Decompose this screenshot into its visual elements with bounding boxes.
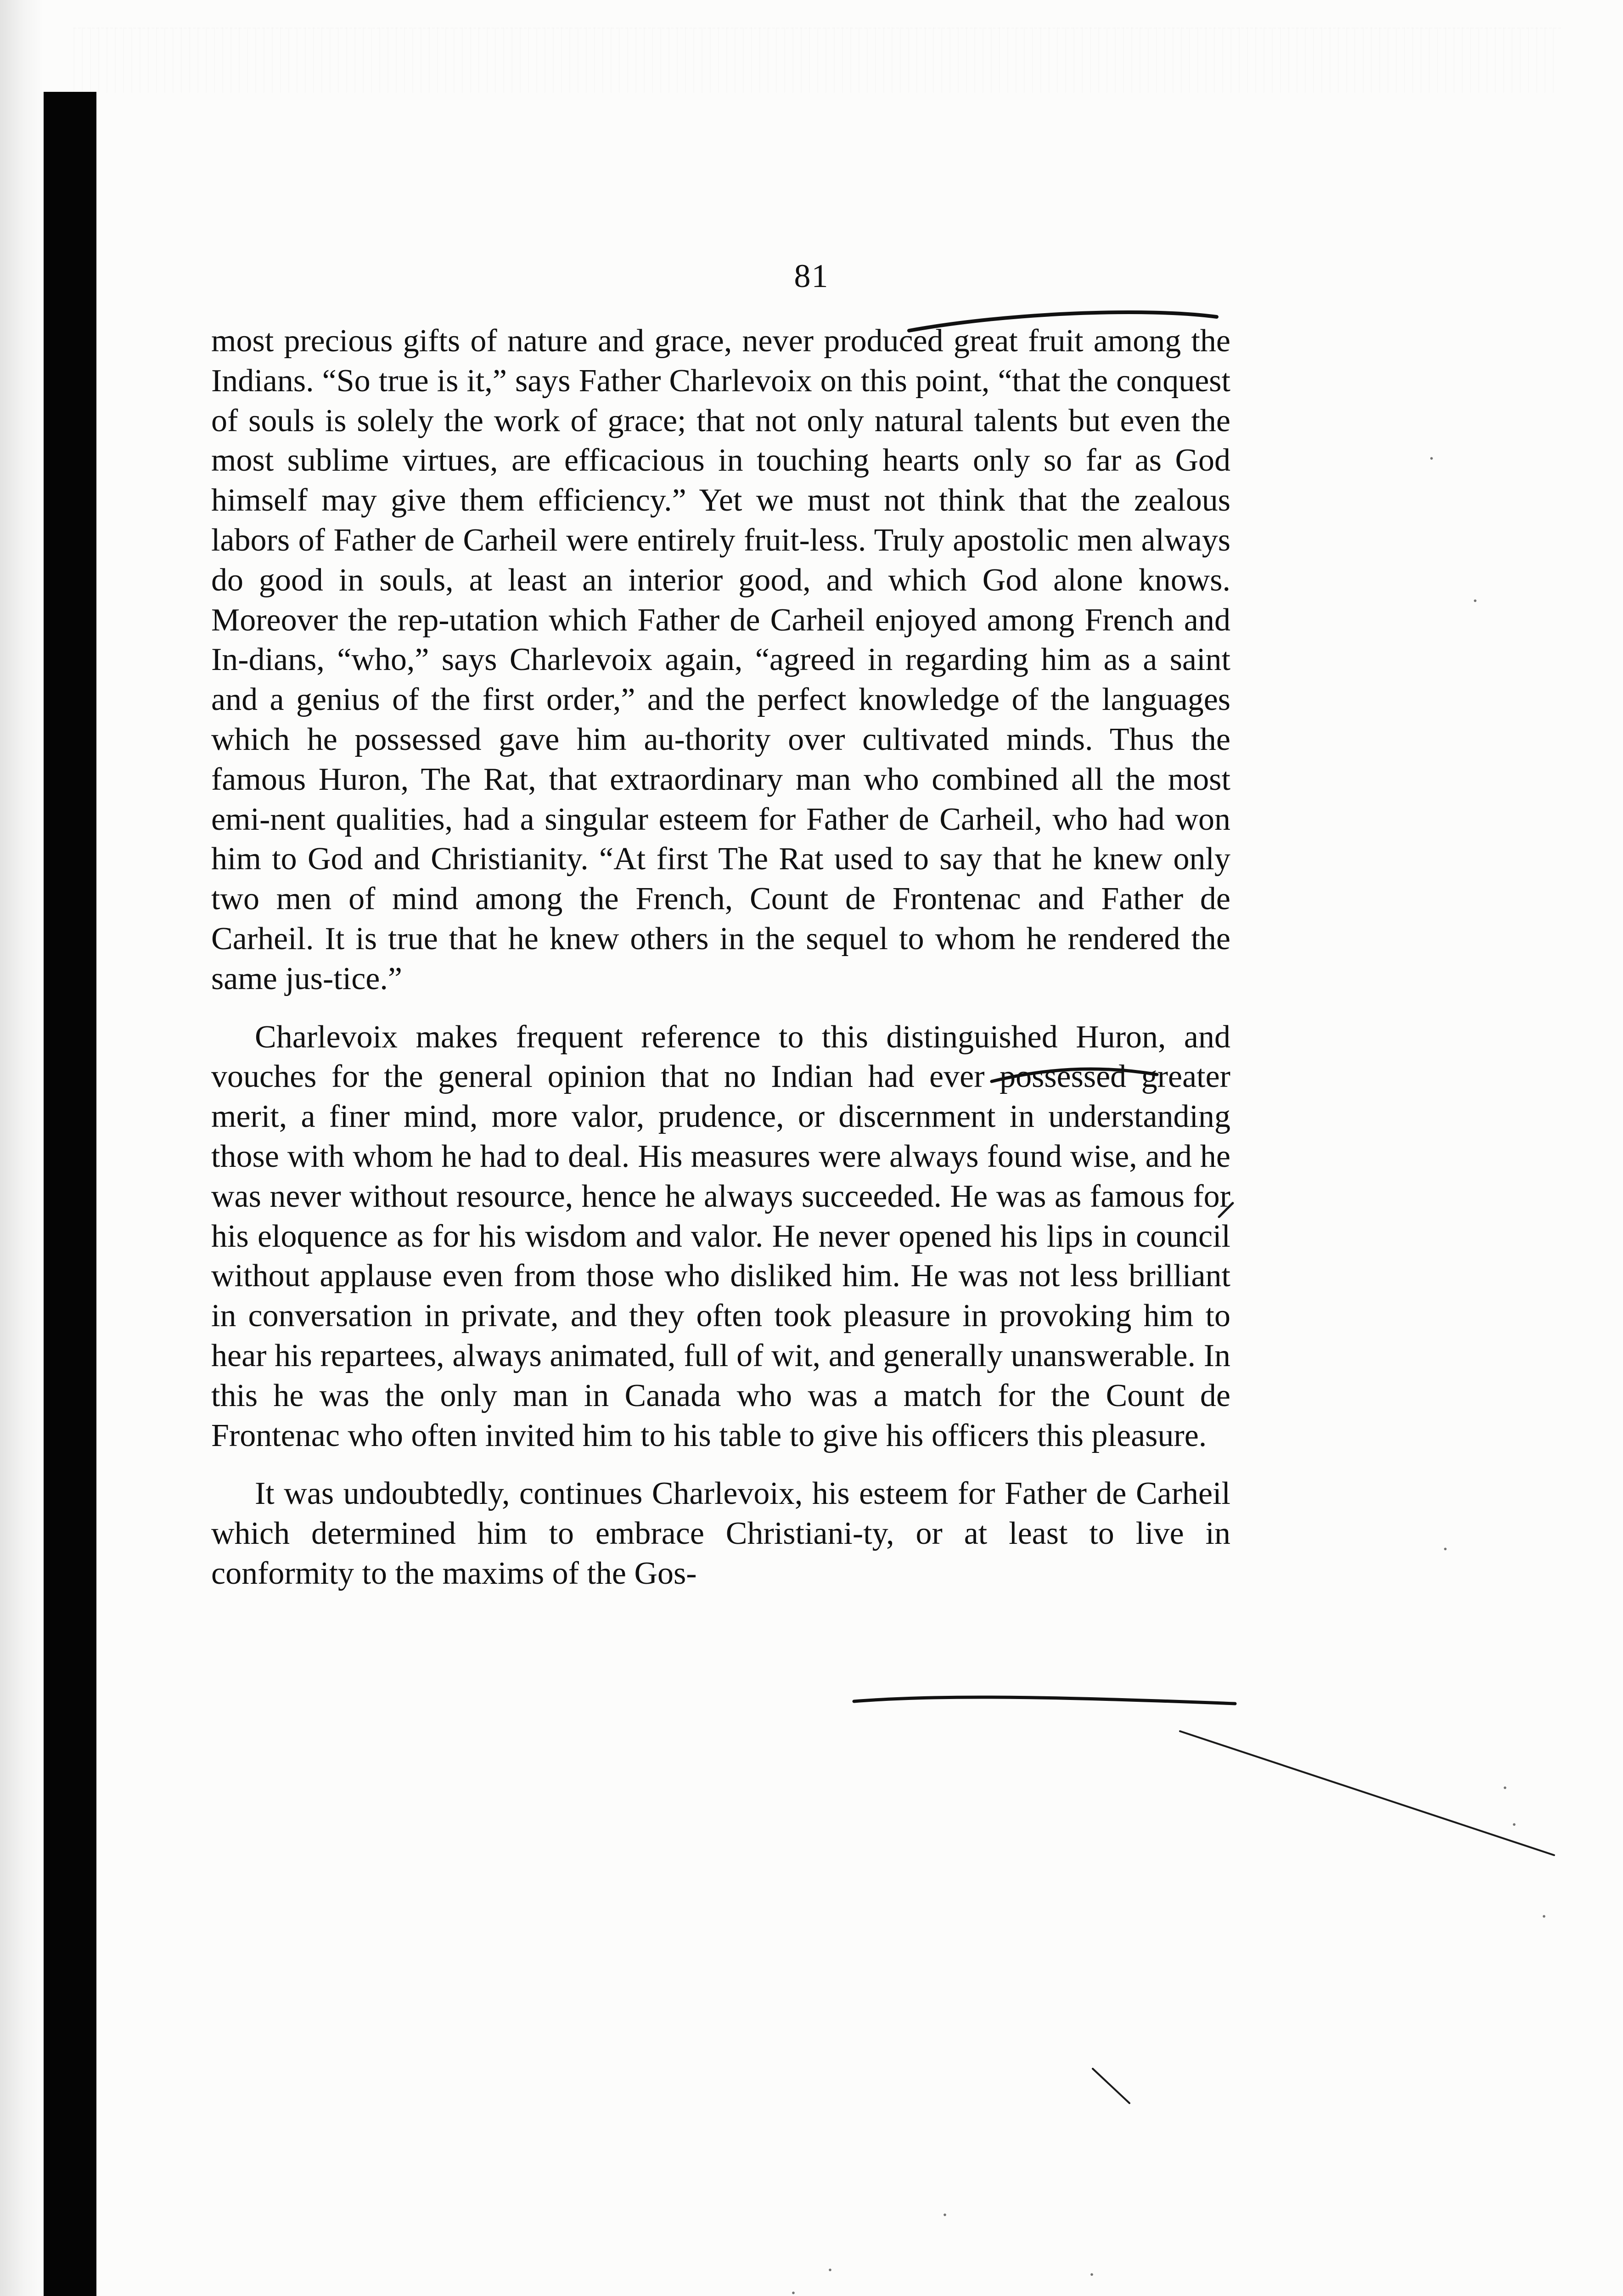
scan-speck: · xyxy=(790,2281,797,2296)
page-text xyxy=(211,321,1230,1594)
top-scan-noise xyxy=(73,28,1561,93)
paragraph-3: It was undoubtedly, continues Charlevoix, his esteem for Father de Carheil which determined him to embrace Christiani-ty, or at least to live in conformity to the maxims of the Gos- xyxy=(211,1476,1230,1591)
scan-speck: · xyxy=(1471,589,1479,613)
scan-speck: · xyxy=(941,2203,949,2227)
long-ink-stroke-right xyxy=(1180,1731,1554,1855)
paragraph-2: Charlevoix makes frequent reference to this distinguished Huron, and vouches for the general opinion that no Indian had ever possessed greater merit, a finer mind, more valor, prudence, or discernment in understanding those with whom he had to deal. His measures were always found wise, and he was never without resource, hence he always succeeded. He was as famous for his eloquence as for his wisdom and valor. He never opened his lips in council without applause even from those who disliked him. He was not less brilliant in conversation in private, and they often took pleasure in provoking him to hear his repartees, always animated, full of wit, and generally unanswerable. In this he was the only man in Canada who was a match for the Count de Frontenac who often invited him to his table to give his officers this pleasure. xyxy=(211,1019,1230,1453)
binding-edge xyxy=(44,92,96,2296)
scan-speck: · xyxy=(1540,1904,1548,1929)
scan-speck: · xyxy=(1442,1537,1449,1561)
page-edge-shadow xyxy=(0,0,44,2296)
scan-speck: · xyxy=(1511,1812,1518,1837)
strikethrough-repartees xyxy=(854,1697,1235,1704)
scan-speck: · xyxy=(826,2258,834,2282)
paragraph-1: most precious gifts of nature and grace, never produced great fruit among the Indians. “So true is it,” says Father Charlevoix on this point, “that the conquest of souls is solely the work of grace; that not only natural talents but even the most sublime virtues, are efficacious in touching hearts only so far as God himself may give them efficiency.” Yet we must not think that the zealous labors of Father de Carheil were entirely fruit-less. Truly apostolic men always do good in souls, at least an interior good, and which God alone knows. Moreover the rep-utation which Father de Carheil enjoyed among French and In-dians, “who,” says Charlevoix again, “agreed in regarding him as a saint and a genius of the first order,” and the perfect knowledge of the languages which he possessed gave him au-thority over cultivated minds. Thus the famous Huron, The Rat, that extraordinary man who combined all the most emi-nent qualities, had a singular esteem for Father de Carheil, who had won him to God and Christianity. “At first The Rat used to say that he knew only two men of mind among the French, Count de Frontenac and Father de Carheil. It is true that he knew others in the sequel to whom he rendered the same jus-tice.” xyxy=(211,323,1230,996)
short-ink-stroke-bottom xyxy=(1093,2069,1129,2103)
scan-speck: · xyxy=(1428,446,1435,471)
scan-speck: · xyxy=(1501,1776,1509,1800)
scan-speck: · xyxy=(1088,2262,1095,2287)
page-number: 81 xyxy=(794,258,829,294)
